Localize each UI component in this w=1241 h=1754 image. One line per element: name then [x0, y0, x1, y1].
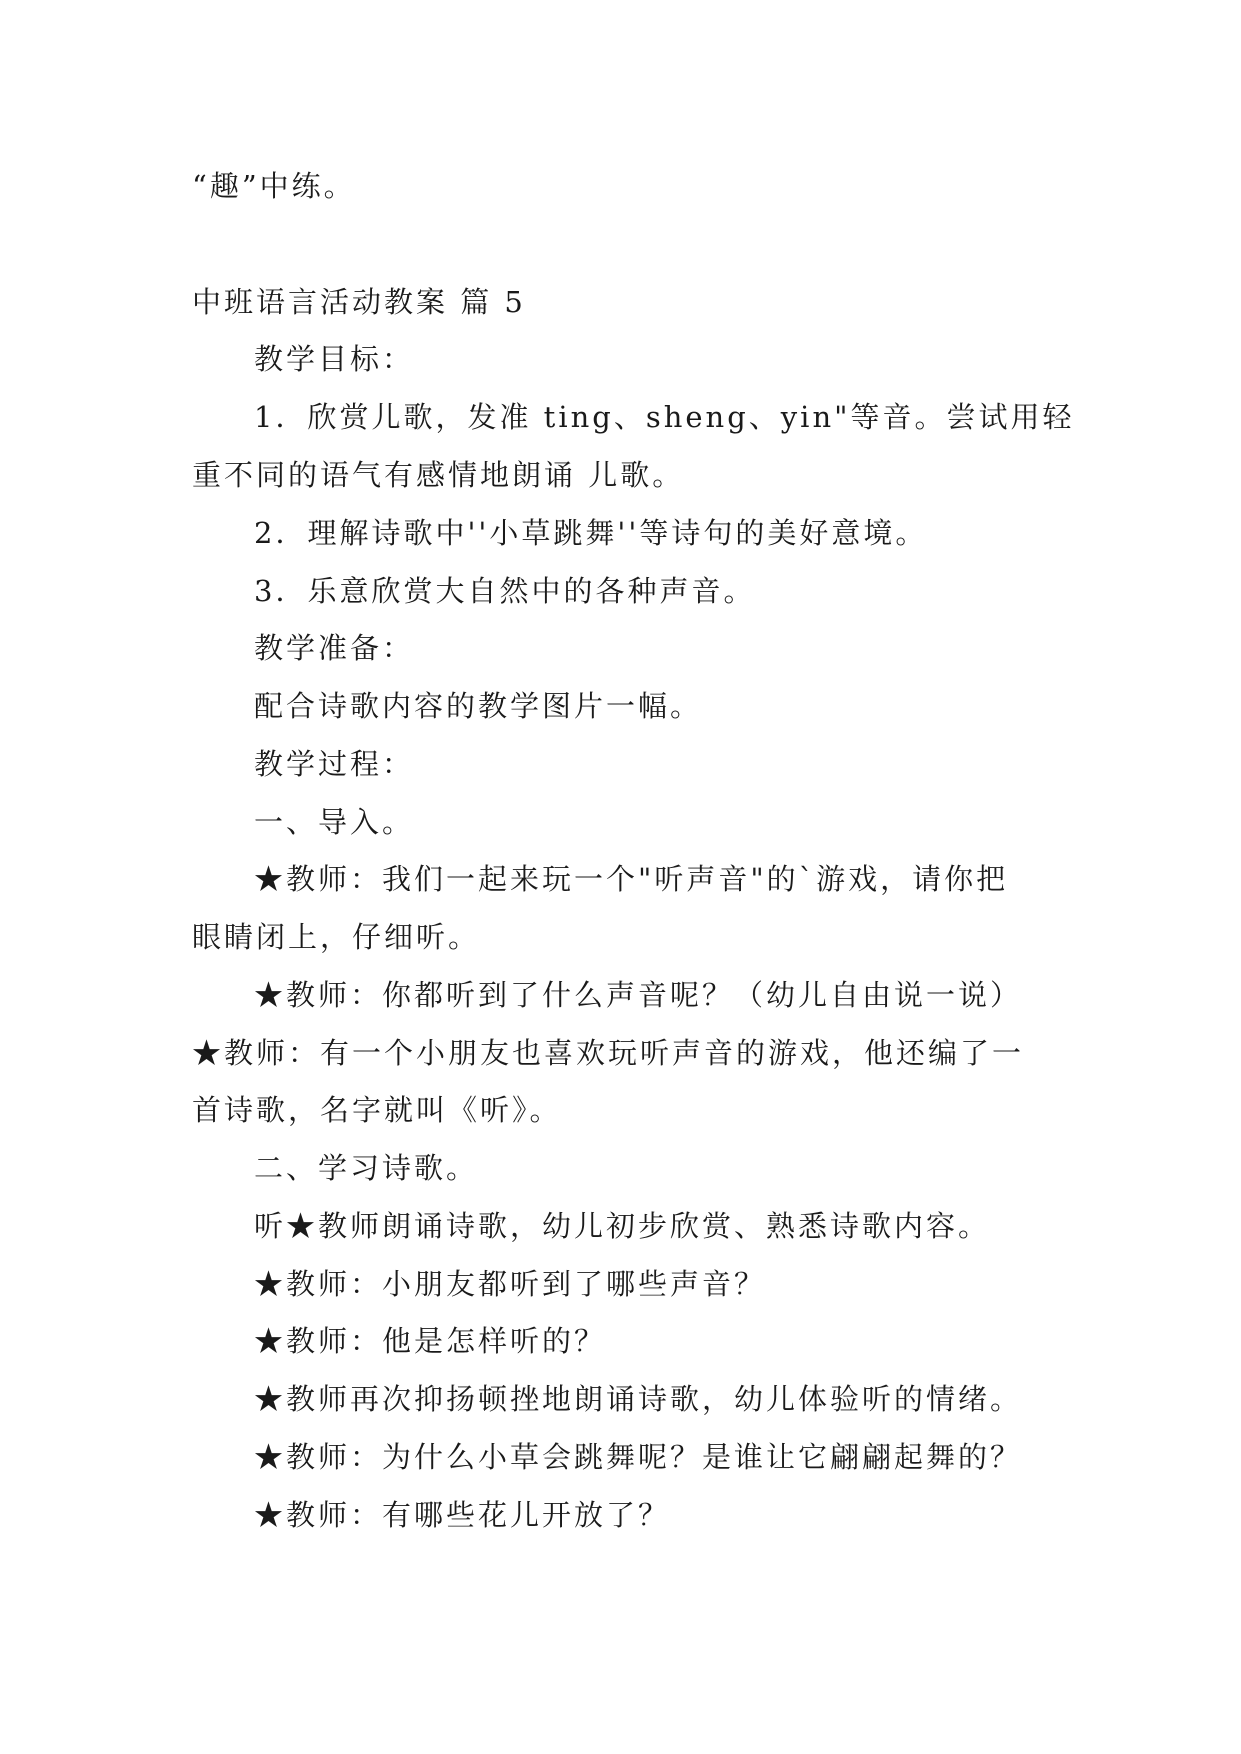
paragraph-line: 配合诗歌内容的教学图片一幅。: [254, 689, 703, 723]
paragraph-line: 听★教师朗诵诗歌，幼儿初步欣赏、熟悉诗歌内容。: [254, 1209, 991, 1243]
paragraph-line: 重不同的语气有感情地朗诵 儿歌。: [192, 458, 685, 492]
paragraph-line: ★教师：有哪些花儿开放了？: [254, 1498, 671, 1532]
paragraph-line: 教学准备：: [254, 631, 415, 665]
paragraph-line: ★教师再次抑扬顿挫地朗诵诗歌，幼儿体验听的情绪。: [254, 1382, 1023, 1416]
paragraph-line: 首诗歌，名字就叫《听》。: [192, 1093, 562, 1127]
paragraph-line: 3．乐意欣赏大自然中的各种声音。: [254, 574, 756, 608]
continuation-line: “趣”中练。: [192, 169, 356, 203]
paragraph-line: ★教师：有一个小朋友也喜欢玩听声音的游戏，他还编了一: [192, 1036, 1025, 1070]
paragraph-line: 1．欣赏儿歌，发准 ting、sheng、yin"等音。尝试用轻: [254, 400, 1075, 434]
paragraph-line: 2．理解诗歌中''小草跳舞''等诗句的美好意境。: [254, 516, 928, 550]
paragraph-line: ★教师：他是怎样听的？: [254, 1324, 607, 1358]
paragraph-line: 教学目标：: [254, 342, 415, 376]
paragraph-line: 一、导入。: [254, 805, 415, 839]
paragraph-line: ★教师：为什么小草会跳舞呢？是谁让它翩翩起舞的？: [254, 1440, 1023, 1474]
section-heading: 中班语言活动教案 篇 5: [192, 285, 526, 319]
paragraph-line: ★教师：我们一起来玩一个"听声音"的`游戏，请你把: [254, 862, 1009, 896]
paragraph-line: ★教师：你都听到了什么声音呢？（幼儿自由说一说）: [254, 978, 1023, 1012]
paragraph-line: 二、学习诗歌。: [254, 1151, 479, 1185]
paragraph-line: ★教师：小朋友都听到了哪些声音？: [254, 1267, 767, 1301]
paragraph-line: 眼睛闭上，仔细听。: [192, 920, 481, 954]
paragraph-line: 教学过程：: [254, 747, 415, 781]
